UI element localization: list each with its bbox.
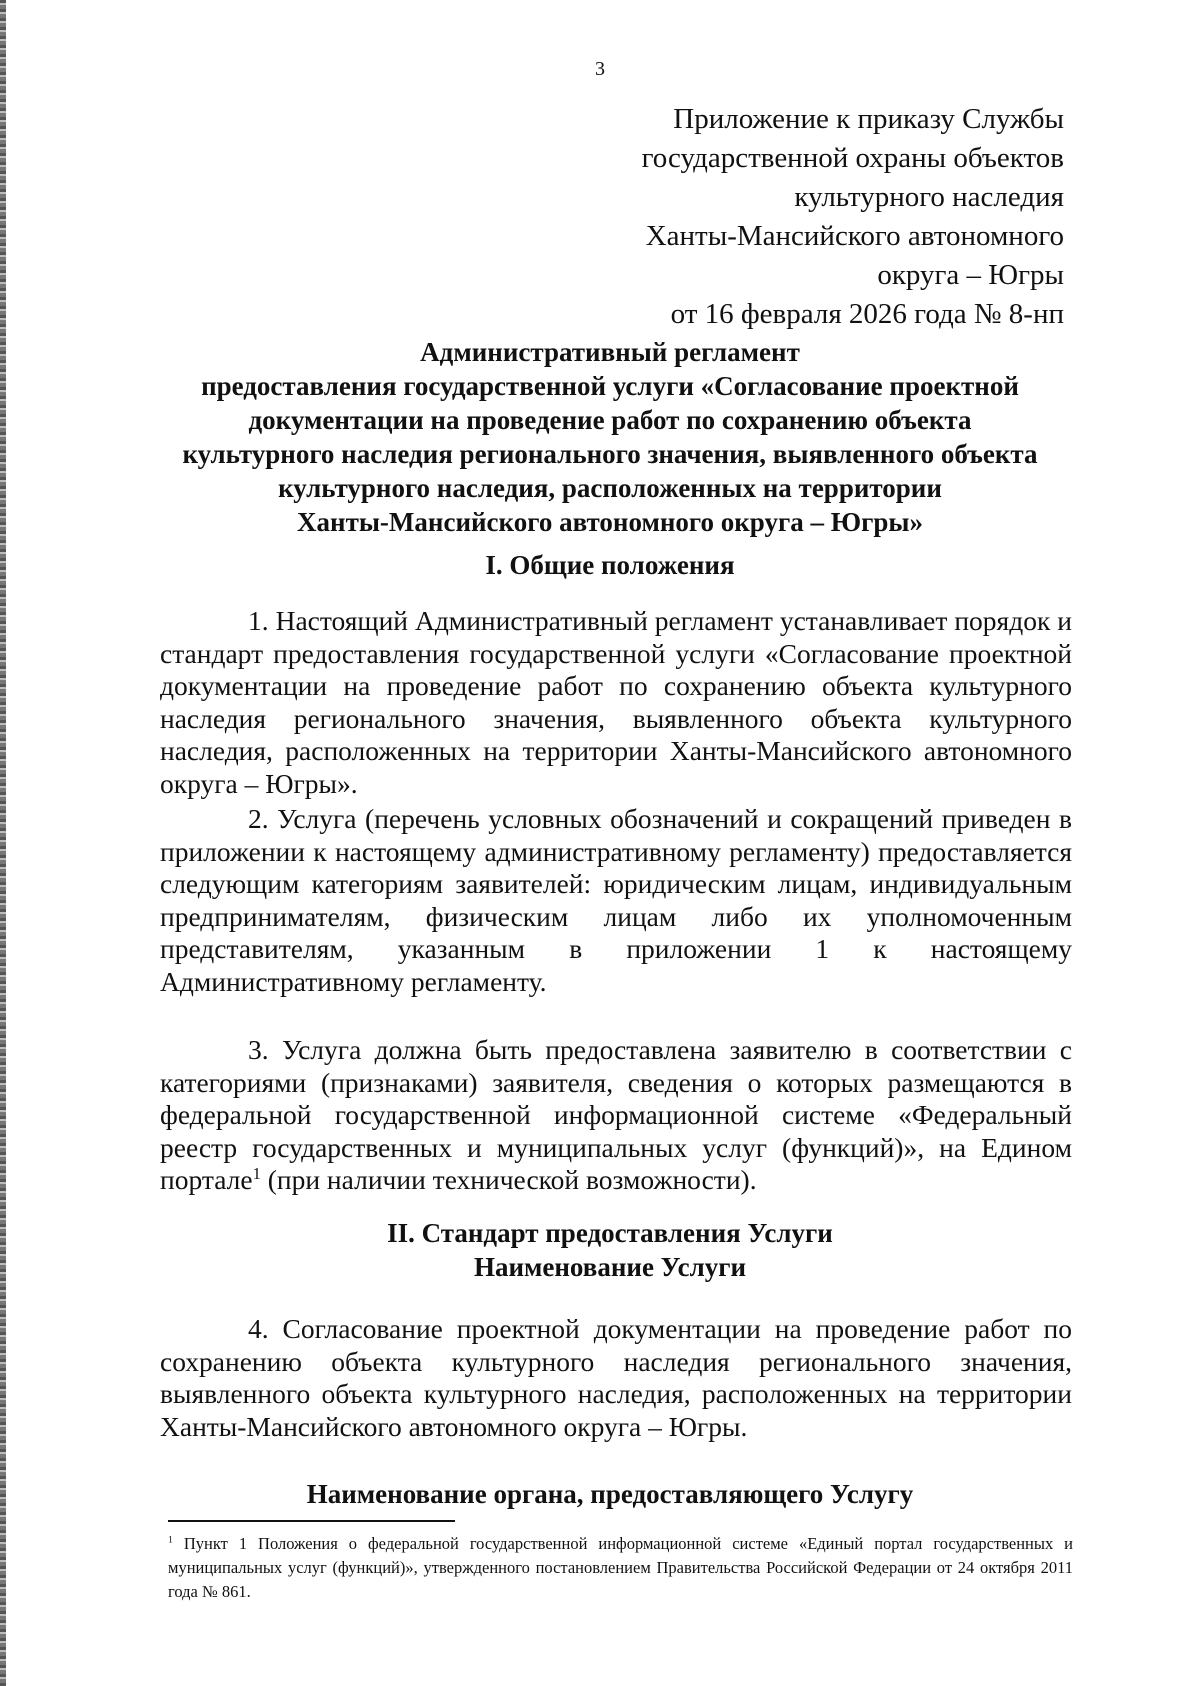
footnote-ref: 1 [252, 1163, 261, 1183]
appendix-line: Приложение к приказу Службы [673, 103, 1064, 135]
paragraph-3 [160, 1034, 1072, 1197]
appendix-line: Ханты-Мансийского автономного [645, 220, 1064, 252]
title-line: культурного наследия, расположенных на территории [278, 473, 942, 503]
title-line: культурного наследия регионального значения, выявленного объекта [182, 439, 1038, 469]
footnote-mark: 1 [168, 1534, 173, 1546]
footnote-divider [168, 1520, 455, 1522]
paragraph-3-text-end: (при наличии технической возможности). [260, 1164, 757, 1195]
page-number: 3 [595, 58, 605, 80]
paragraph-3-text: 3. Услуга должна быть предоставлена заявителю в соответствии с категориями (признаками) заявителя, сведения о которых размещаются в федеральной государственной информационной системе «Федеральный реестр государственных и муниципальных услуг (функций)», на Едином портале [160, 1034, 1072, 1195]
appendix-header [642, 100, 1064, 334]
appendix-line: государственной охраны объектов [641, 142, 1064, 174]
footnote [168, 1532, 1073, 1604]
paragraph-2: 2. Услуга (перечень условных обозначений и сокращений приведен в приложении к настоящему административному регламенту) предоставляется следующим категориям заявителей: юридическим лицам, индивидуальным предпринимателям, физическим лицам либо их уполномоченным представителям, указанным в приложении 1 к настоящему Административному регламенту. [160, 803, 1072, 997]
section-1-heading: I. Общие положения [485, 550, 735, 580]
paragraph-1: 1. Настоящий Административный регламент устанавливает порядок и стандарт предоставления государственной услуги «Согласование проектной документации на проведение работ по сохранению объекта культурного наследия регионального значения, выявленного объекта культурного наследия, расположенных на территории Ханты-Мансийского автономного округа – Югры». [160, 605, 1072, 799]
appendix-line: от 16 февраля 2026 года № 8-нп [670, 298, 1064, 330]
footnote-text: Пункт 1 Положения о федеральной государственной информационной системе «Единый портал государственных и муниципальных услуг (функций)», утвержденного постановлением Правительства Российской Федерации от 24 октября 2011 года № 861. [168, 1534, 1073, 1601]
authority-heading: Наименование органа, предоставляющего Услугу [306, 1479, 914, 1509]
appendix-line: округа – Югры [877, 259, 1064, 291]
title-line: Административный регламент [420, 337, 800, 367]
title-line: Ханты-Мансийского автономного округа – Югры» [297, 507, 923, 537]
document-title [150, 335, 1070, 539]
section-2-subheading: Наименование Услуги [473, 1252, 747, 1282]
title-line: предоставления государственной услуги «Согласование проектной [201, 371, 1019, 401]
scan-edge [0, 0, 6, 1686]
appendix-line: культурного наследия [794, 181, 1064, 213]
section-2-heading: II. Стандарт предоставления Услуги [387, 1218, 833, 1248]
title-line: документации на проведение работ по сохранению объекта [248, 405, 972, 435]
paragraph-4: 4. Согласование проектной документации на проведение работ по сохранению объекта культурного наследия регионального значения, выявленного объекта культурного наследия, расположенных на территории Ханты-Мансийского автономного округа – Югры. [160, 1313, 1072, 1442]
